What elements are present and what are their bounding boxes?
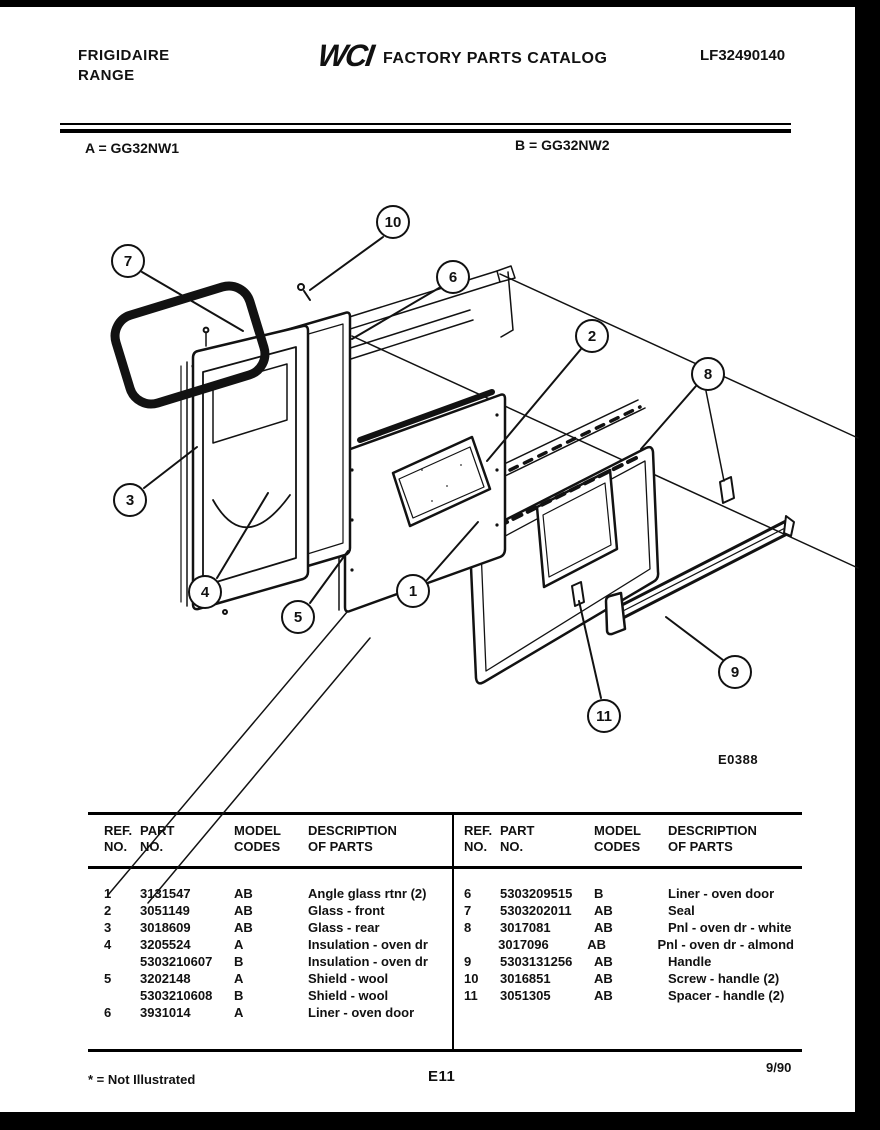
callout-5 <box>281 600 315 634</box>
ref-no: 9 <box>464 954 472 969</box>
callout-6-number: 6 <box>448 268 458 286</box>
part-description: Insulation - oven dr <box>308 937 428 952</box>
part-description: Pnl - oven dr - almond <box>657 937 794 952</box>
part-no: 5303202011 <box>500 903 572 918</box>
callout-1-number: 1 <box>408 582 418 600</box>
callout-2-number: 2 <box>587 327 597 345</box>
ref-no: 8 <box>464 920 472 935</box>
part-description: Handle <box>668 954 712 969</box>
callout-5-number: 5 <box>293 608 303 626</box>
col-ref-line2: NO. <box>104 839 128 854</box>
part-description: Shield - wool <box>308 971 389 986</box>
page-number: E11 <box>428 1068 456 1085</box>
callout-1 <box>396 574 430 608</box>
part-description: Screw - handle (2) <box>668 971 780 986</box>
part-no: 5303210607 <box>140 954 213 969</box>
door-liner-drawing <box>181 326 308 614</box>
col-part-line2: NO. <box>500 839 524 854</box>
model-codes: AB <box>594 988 613 1003</box>
ref-no: 1 <box>104 886 112 901</box>
callout-11-number: 11 <box>596 707 612 725</box>
model-codes: B <box>234 954 244 969</box>
callout-4-number: 4 <box>200 583 210 601</box>
figure-code: E0388 <box>718 752 759 767</box>
not-illustrated-note: * = Not Illustrated <box>88 1072 196 1087</box>
model-codes: B <box>594 886 604 901</box>
part-no: 3017081 <box>500 920 551 935</box>
mounting-clip-drawing <box>720 477 734 503</box>
ref-no: 6 <box>464 886 472 901</box>
col-desc-line1: DESCRIPTION <box>308 823 397 838</box>
part-no: 3051305 <box>500 988 551 1003</box>
part-no: 5303209515 <box>500 886 573 901</box>
ref-no: 6 <box>104 1005 112 1020</box>
part-no: 3931014 <box>140 1005 191 1020</box>
model-codes: AB <box>594 903 613 918</box>
callout-10 <box>376 205 410 239</box>
publication-number: LF32490140 <box>700 47 786 64</box>
col-desc-line2: OF PARTS <box>668 839 733 854</box>
wci-logo: WCI <box>315 38 375 73</box>
part-no: 3202148 <box>140 971 191 986</box>
callout-9 <box>718 655 752 689</box>
callout-8 <box>691 357 725 391</box>
callout-10-number: 10 <box>384 213 402 231</box>
model-codes: AB <box>234 920 253 935</box>
callout-8-number: 8 <box>703 365 713 383</box>
part-no: 3131547 <box>140 886 191 901</box>
part-description: Angle glass rtnr (2) <box>308 886 427 901</box>
ref-no: 10 <box>464 971 479 986</box>
part-description: Insulation - oven dr <box>308 954 428 969</box>
callout-3 <box>113 483 147 517</box>
col-model-line2: CODES <box>594 839 641 854</box>
ref-no: 3 <box>104 920 112 935</box>
model-codes: AB <box>587 937 607 952</box>
part-no: 3018609 <box>140 920 191 935</box>
col-ref-line1: REF. <box>464 823 493 838</box>
part-no: 3017096 <box>498 937 549 952</box>
model-codes: AB <box>594 920 613 935</box>
part-description: Glass - rear <box>308 920 380 935</box>
model-codes: AB <box>594 954 613 969</box>
callout-11 <box>587 699 621 733</box>
part-description: Liner - oven door <box>308 1005 415 1020</box>
model-codes: A <box>234 937 244 952</box>
ref-no: 7 <box>464 903 472 918</box>
callout-7-number: 7 <box>123 252 133 270</box>
part-description: Seal <box>668 903 695 918</box>
part-description: Spacer - handle (2) <box>668 988 785 1003</box>
col-model-line1: MODEL <box>594 823 641 838</box>
model-codes: A <box>234 1005 244 1020</box>
col-part-line1: PART <box>140 823 175 838</box>
brand-line-1: FRIGIDAIRE <box>78 47 170 64</box>
model-code-a: A = GG32NW1 <box>85 140 180 156</box>
ref-no: 4 <box>104 937 112 952</box>
part-no: 5303210608 <box>140 988 213 1003</box>
part-no: 3051149 <box>140 903 190 918</box>
part-no: 5303131256 <box>500 954 573 969</box>
ref-no: 5 <box>104 971 112 986</box>
callout-7 <box>111 244 145 278</box>
ref-no: 2 <box>104 903 112 918</box>
part-description: Shield - wool <box>308 988 389 1003</box>
callout-6 <box>436 260 470 294</box>
col-ref-line1: REF. <box>104 823 133 838</box>
col-ref-line2: NO. <box>464 839 488 854</box>
part-no: 3205524 <box>140 937 191 952</box>
part-no: 3016851 <box>500 971 551 986</box>
date-code: 9/90 <box>766 1060 792 1075</box>
screw-drawing <box>298 284 310 300</box>
catalog-title: FACTORY PARTS CATALOG <box>383 50 608 67</box>
spacer-drawing <box>572 582 584 606</box>
model-codes: AB <box>234 886 253 901</box>
part-description: Pnl - oven dr - white <box>668 920 792 935</box>
col-part-line2: NO. <box>140 839 164 854</box>
col-desc-line2: OF PARTS <box>308 839 373 854</box>
part-description: Liner - oven door <box>668 886 775 901</box>
callout-4 <box>188 575 222 609</box>
col-model-line2: CODES <box>234 839 281 854</box>
col-desc-line1: DESCRIPTION <box>668 823 757 838</box>
model-codes: AB <box>594 971 613 986</box>
ref-no: 11 <box>464 988 478 1003</box>
callout-3-number: 3 <box>125 491 135 509</box>
model-code-b: B = GG32NW2 <box>515 137 610 153</box>
col-model-line1: MODEL <box>234 823 281 838</box>
brand-line-2: RANGE <box>78 67 135 84</box>
part-description: Glass - front <box>308 903 385 918</box>
callout-2 <box>575 319 609 353</box>
callout-9-number: 9 <box>730 663 740 681</box>
model-codes: A <box>234 971 244 986</box>
col-part-line1: PART <box>500 823 535 838</box>
model-codes: B <box>234 988 244 1003</box>
model-codes: AB <box>234 903 253 918</box>
